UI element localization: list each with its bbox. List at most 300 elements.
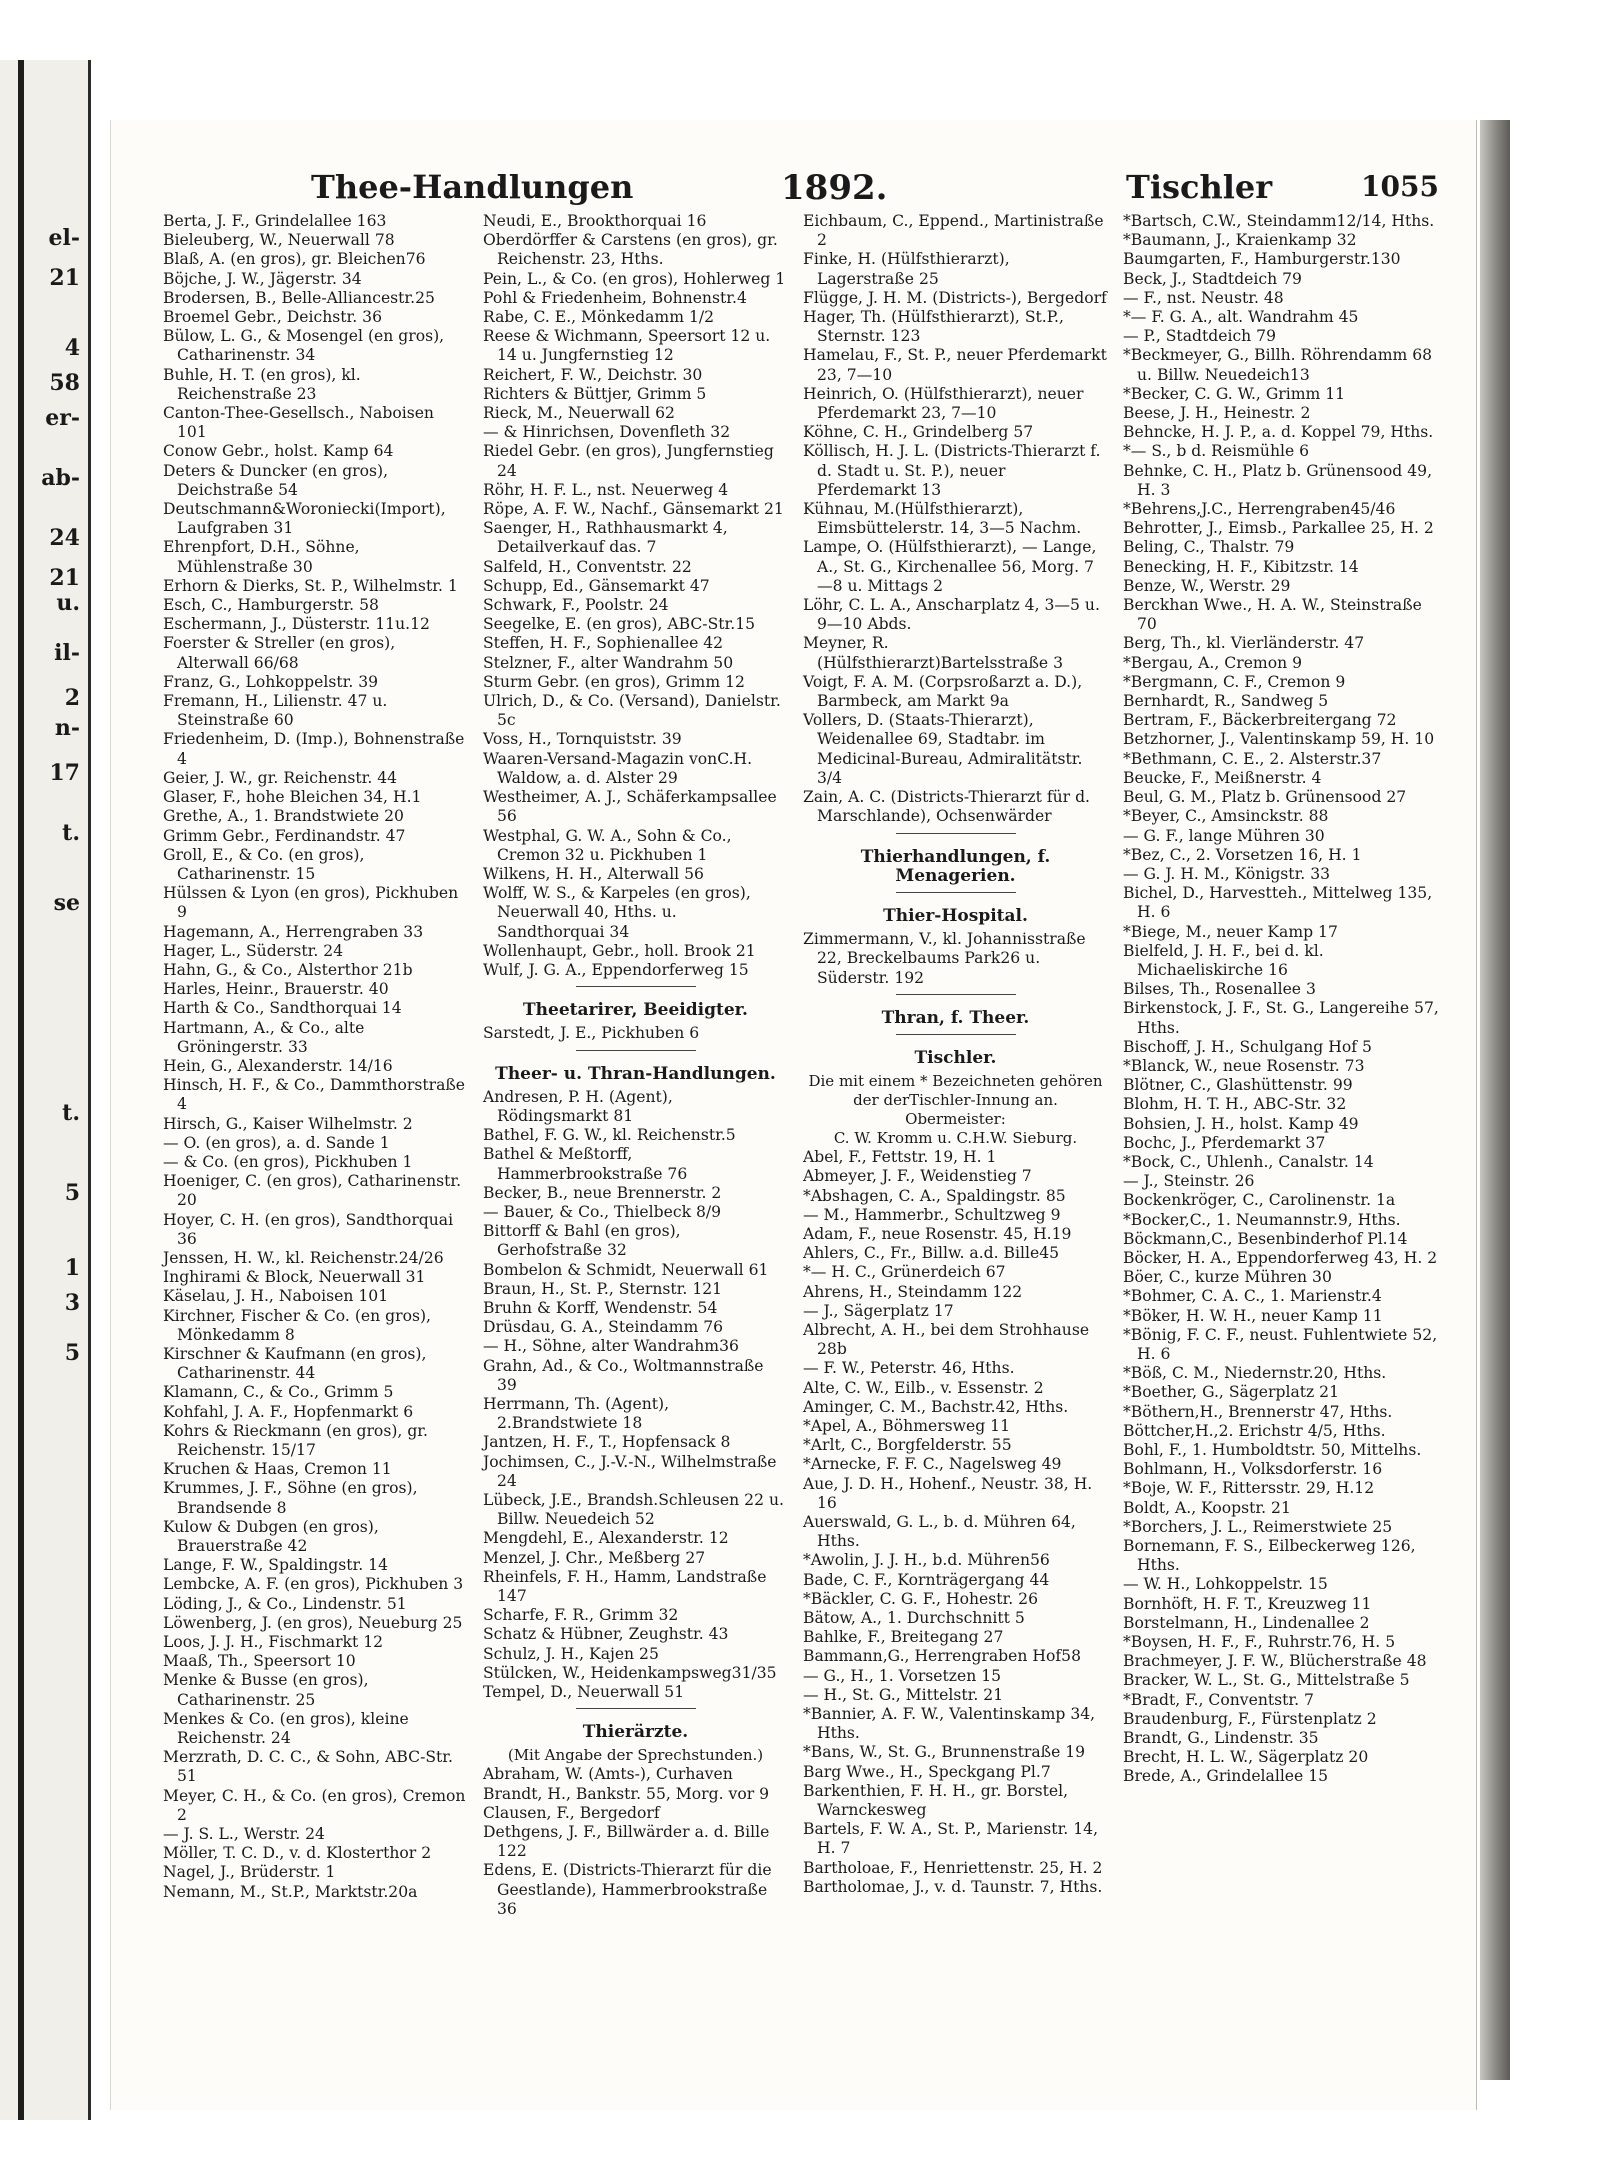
directory-entry: Salfeld, H., Conventstr. 22 [483, 557, 692, 576]
directory-entry: *Borchers, J. L., Reimerstwiete 25 [1123, 1517, 1393, 1536]
directory-entry: *Bönig, F. C. F., neust. Fuhlentwiete 52, H. 6 [1123, 1325, 1438, 1363]
previous-page-fragment: n- [54, 715, 80, 741]
section-note-thieraerzte: (Mit Angabe der Sprechstunden.) [507, 1746, 764, 1765]
directory-entry: Berta, J. F., Grindelallee 163 [163, 212, 387, 230]
entry-list-thieraerzte [483, 1765, 788, 1919]
directory-entry: Hahn, G., & Co., Alsterthor 21b [163, 960, 413, 979]
directory-entry: Bartels, F. W. A., St. P., Marienstr. 14, H. 7 [803, 1820, 1099, 1858]
directory-entry: Krummes, J. F., Söhne (en gros), Brandsende 8 [163, 1479, 418, 1517]
directory-entry: Brachmeyer, J. F. W., Blücherstraße 48 [1123, 1652, 1427, 1671]
directory-entry: Herrmann, Th. (Agent), 2.Brandstwiete 18 [483, 1394, 670, 1433]
directory-entry: Inghirami & Block, Neuerwall 31 [163, 1268, 426, 1287]
directory-entry: Bittorff & Bahl (en gros), Gerhofstraße 32 [483, 1222, 681, 1260]
directory-entry: Westheimer, A. J., Schäferkampsallee 56 [483, 788, 777, 826]
directory-entry: Abel, F., Fettstr. 19, H. 1 [803, 1148, 997, 1167]
directory-entry: Seegelke, E. (en gros), ABC-Str.15 [483, 615, 756, 634]
directory-entry: *Baumann, J., Kraienkamp 32 [1123, 231, 1357, 250]
directory-entry: — W. H., Lohkoppelstr. 15 [1123, 1575, 1328, 1594]
directory-entry: Barkenthien, F. H. H., gr. Borstel, Warnckesweg [803, 1781, 1069, 1820]
previous-page-fragment: u. [56, 590, 80, 616]
directory-entry: Bochc, J., Pferdemarkt 37 [1123, 1133, 1326, 1152]
directory-entry: Bade, C. F., Kornträgergang 44 [803, 1570, 1050, 1589]
directory-entry: Kulow & Dubgen (en gros), Brauerstraße 42 [163, 1517, 379, 1556]
directory-entry: Nemann, M., St.P., Marktstr.20a [163, 1882, 418, 1901]
directory-entry: Brandt, H., Bankstr. 55, Morg. vor 9 [483, 1784, 770, 1803]
directory-entry: Alte, C. W., Eilb., v. Essenstr. 2 [803, 1378, 1044, 1397]
directory-entry: *Böker, H. W. H., neuer Kamp 11 [1123, 1306, 1383, 1325]
previous-page-fragment: 58 [49, 370, 80, 396]
previous-page-fragment: 5 [64, 1340, 80, 1366]
directory-entry: Hoeniger, C. (en gros), Catharinenstr. 20 [163, 1172, 462, 1210]
previous-page-edge [0, 60, 91, 2120]
directory-entry: Stülcken, W., Heidenkampsweg31/35 [483, 1663, 777, 1682]
directory-entry: Wilkens, H. H., Alterwall 56 [483, 864, 704, 883]
directory-entry: Hein, G., Alexanderstr. 14/16 [163, 1056, 393, 1075]
directory-entry: Saenger, H., Rathhausmarkt 4, Detailverkauf das. 7 [483, 519, 728, 557]
directory-entry: Böjche, J. W., Jägerstr. 34 [163, 269, 362, 288]
directory-entry: *Abshagen, C. A., Spaldingstr. 85 [803, 1186, 1066, 1205]
previous-page-fragment: el- [48, 225, 80, 251]
directory-entry: Rabe, C. E., Mönkedamm 1/2 [483, 308, 715, 327]
directory-entry: Fremann, H., Lilienstr. 47 u. Steinstraße 60 [163, 692, 388, 730]
directory-entry: Becker, B., neue Brennerstr. 2 [483, 1183, 722, 1202]
directory-entry: Behrotter, J., Eimsb., Parkallee 25, H. 2 [1123, 519, 1434, 538]
directory-entry: *Bartsch, C.W., Steindamm12/14, Hths. [1123, 212, 1435, 230]
entry-list-thier-hospital [803, 930, 1108, 988]
directory-entry: Erhorn & Dierks, St. P., Wilhelmstr. 1 [163, 576, 458, 595]
directory-entry: Baumgarten, F., Hamburgerstr.130 [1123, 250, 1401, 269]
directory-entry: Brodersen, B., Belle-Alliancestr.25 [163, 288, 435, 307]
column-3 [803, 212, 1108, 1897]
directory-entry: Blohm, H. T. H., ABC-Str. 32 [1123, 1095, 1347, 1114]
directory-entry: Pohl & Friedenheim, Bohnenstr.4 [483, 288, 747, 307]
directory-entry: Bartholoae, F., Henriettenstr. 25, H. 2 [803, 1858, 1103, 1877]
section-title-thran-ref: Thran, f. Theer. [881, 1007, 1030, 1028]
directory-entry: Kohrs & Rieckmann (en gros), gr. Reichenstr. 15/17 [163, 1421, 428, 1459]
directory-entry: Schwark, F., Poolstr. 24 [483, 596, 669, 615]
directory-entry: Bohlmann, H., Volksdorferstr. 16 [1123, 1460, 1383, 1479]
directory-entry: Kruchen & Haas, Cremon 11 [163, 1460, 392, 1479]
directory-entry: Bartholomae, J., v. d. Taunstr. 7, Hths. [803, 1877, 1103, 1896]
directory-entry: Beul, G. M., Platz b. Grünensood 27 [1123, 788, 1407, 807]
directory-entry: Rheinfels, F. H., Hamm, Landstraße 147 [483, 1567, 767, 1606]
section-note-tischler: Die mit einem * Bezeichneten gehören der derTischler-Innung an. Obermeister: [808, 1072, 1103, 1129]
section-rule [896, 833, 1016, 834]
previous-page-fragment: 21 [49, 265, 80, 291]
directory-entry: Albrecht, A. H., bei dem Strohhause 28b [803, 1320, 1090, 1359]
directory-entry: Schupp, Ed., Gänsemarkt 47 [483, 576, 710, 595]
directory-entry: Bammann,G., Herrengraben Hof58 [803, 1647, 1081, 1666]
directory-entry: — O. (en gros), a. d. Sande 1 [163, 1133, 390, 1152]
directory-entry: Blaß, A. (en gros), gr. Bleichen76 [163, 250, 426, 269]
directory-entry: Waaren-Versand-Magazin vonC.H. Waldow, a. d. Alster 29 [483, 749, 753, 787]
directory-entry: Benze, W., Werstr. 29 [1123, 576, 1291, 595]
directory-entry: Bockenkröger, C., Carolinenstr. 1a [1123, 1191, 1396, 1210]
directory-entry: Finke, H. (Hülfsthierarzt), Lagerstraße 25 [803, 250, 1010, 288]
column-1 [163, 212, 468, 1902]
directory-entry: *Bergau, A., Cremon 9 [1123, 653, 1303, 672]
entry-list-thee-handlungen-cont [483, 212, 788, 980]
section-title-thier-hospital: Thier-Hospital. [883, 905, 1028, 926]
directory-entry: Richters & Büttjer, Grimm 5 [483, 384, 707, 403]
directory-entry: *Behrens,J.C., Herrengraben45/46 [1123, 500, 1396, 519]
directory-entry: Grahn, Ad., & Co., Woltmannstraße 39 [483, 1356, 764, 1394]
directory-entry: Edens, E. (Districts-Thierarzt für die Geestlande), Hammerbrookstraße 36 [483, 1861, 772, 1918]
directory-entry: Scharfe, F. R., Grimm 32 [483, 1606, 679, 1625]
directory-entry: Benecking, H. F., Kibitzstr. 14 [1123, 557, 1359, 576]
directory-entry: Hoyer, C. H. (en gros), Sandthorquai 36 [163, 1210, 454, 1248]
directory-entry: *Boether, G., Sägerplatz 21 [1123, 1383, 1340, 1402]
directory-entry: Ehrenpfort, D.H., Söhne, Mühlenstraße 30 [163, 538, 360, 576]
directory-entry: *Bannier, A. F. W., Valentinskamp 34, Hths. [803, 1705, 1096, 1743]
directory-entry: Rieck, M., Neuerwall 62 [483, 404, 675, 423]
directory-entry: — G. J. H. M., Königstr. 33 [1123, 864, 1331, 883]
column-2 [483, 212, 788, 1919]
directory-page [110, 120, 1477, 2110]
directory-entry: Löding, J., & Co., Lindenstr. 51 [163, 1594, 407, 1613]
previous-page-fragment: t. [62, 820, 80, 846]
directory-entry: Barg Wwe., H., Speckgang Pl.7 [803, 1762, 1051, 1781]
directory-entry: Pein, L., & Co. (en gros), Hohlerweg 1 [483, 269, 786, 288]
directory-entry: Berckhan Wwe., H. A. W., Steinstraße 70 [1123, 596, 1422, 634]
directory-entry: Beucke, F., Meißnerstr. 4 [1123, 768, 1322, 787]
previous-page-fragment: 2 [64, 685, 80, 711]
directory-entry: Menkes & Co. (en gros), kleine Reichenstr. 24 [163, 1709, 409, 1748]
directory-entry: Löwenberg, J. (en gros), Neueburg 25 [163, 1613, 463, 1632]
directory-entry: Käselau, J. H., Naboisen 101 [163, 1287, 389, 1306]
directory-entry: Bielfeld, J. H. F., bei d. kl. Michaeliskirche 16 [1123, 941, 1324, 979]
directory-entry: Abmeyer, J. F., Weidenstieg 7 [803, 1167, 1032, 1186]
directory-entry: Drüsdau, G. A., Steindamm 76 [483, 1318, 724, 1337]
previous-page-fragment: er- [45, 405, 80, 431]
directory-entry: Bornemann, F. S., Eilbeckerweg 126, Hths. [1123, 1537, 1416, 1575]
directory-entry: Sturm Gebr. (en gros), Grimm 12 [483, 672, 745, 691]
directory-entry: *Beckmeyer, G., Billh. Röhrendamm 68 u. Billw. Neuedeich13 [1123, 346, 1433, 384]
directory-entry: *Bergmann, C. F., Cremon 9 [1123, 672, 1346, 691]
directory-entry: Jantzen, H. F., T., Hopfensack 8 [483, 1433, 731, 1452]
directory-entry: Hülssen & Lyon (en gros), Pickhuben 9 [163, 884, 459, 922]
directory-entry: Böcker, H. A., Eppendorferweg 43, H. 2 [1123, 1248, 1438, 1267]
directory-entry: *— F. G. A., alt. Wandrahm 45 [1123, 308, 1359, 327]
directory-entry: *Bethmann, C. E., 2. Alsterstr.37 [1123, 749, 1382, 768]
directory-entry: Bernhardt, R., Sandweg 5 [1123, 692, 1329, 711]
directory-entry: — H., St. G., Mittelstr. 21 [803, 1685, 1004, 1704]
directory-entry: Bätow, A., 1. Durchschnitt 5 [803, 1609, 1025, 1627]
section-rule [896, 892, 1016, 893]
directory-entry: Zain, A. C. (Districts-Thierarzt für d. Marschlande), Ochsenwärder [803, 788, 1091, 826]
directory-entry: Schulz, J. H., Kajen 25 [483, 1644, 659, 1663]
directory-entry: Mengdehl, E., Alexanderstr. 12 [483, 1529, 729, 1548]
directory-entry: Clausen, F., Bergedorf [483, 1803, 660, 1822]
directory-entry: *Arlt, C., Borgfelderstr. 55 [803, 1436, 1012, 1455]
previous-page-fragment: 24 [49, 525, 80, 551]
directory-entry: Neudi, E., Brookthorquai 16 [483, 212, 707, 230]
previous-page-fragment: t. [62, 1100, 80, 1126]
directory-entry: Beling, C., Thalstr. 79 [1123, 538, 1295, 557]
previous-page-fragment: 1 [64, 1255, 80, 1281]
year: 1892. [781, 168, 888, 208]
directory-entry: Conow Gebr., holst. Kamp 64 [163, 442, 394, 461]
directory-entry: Lange, F. W., Spaldingstr. 14 [163, 1556, 389, 1575]
previous-page-fragment: 21 [49, 565, 80, 591]
directory-entry: Jochimsen, C., J.-V.-N., Wilhelmstraße 24 [483, 1452, 777, 1490]
book-right-edge [1480, 120, 1510, 2080]
directory-entry: Bruhn & Korff, Wendenstr. 54 [483, 1298, 718, 1317]
directory-entry: Hirsch, G., Kaiser Wilhelmstr. 2 [163, 1114, 413, 1133]
directory-entry: Bahlke, F., Breitegang 27 [803, 1628, 1004, 1647]
directory-entry: *Bäckler, C. G. F., Hohestr. 26 [803, 1589, 1038, 1608]
directory-entry: *Blanck, W., neue Rosenstr. 73 [1123, 1056, 1365, 1075]
directory-entry: Bischoff, J. H., Schulgang Hof 5 [1123, 1037, 1372, 1056]
directory-entry: Jenssen, H. W., kl. Reichenstr.24/26 [163, 1248, 444, 1267]
directory-entry: Kirschner & Kaufmann (en gros), Catharinenstr. 44 [163, 1344, 427, 1383]
directory-entry: Bieleuberg, W., Neuerwall 78 [163, 231, 395, 250]
directory-entry: — H., Söhne, alter Wandrahm36 [483, 1337, 739, 1356]
directory-entry: Westphal, G. W. A., Sohn & Co., Cremon 32 u. Pickhuben 1 [483, 826, 732, 864]
directory-entry: Möller, T. C. D., v. d. Klosterthor 2 [163, 1844, 432, 1863]
directory-entry: Adam, F., neue Rosenstr. 45, H.19 [803, 1224, 1072, 1243]
section-rule [576, 1050, 696, 1051]
directory-entry: Flügge, J. H. M. (Districts-), Bergedorf [803, 288, 1107, 307]
directory-entry: Oberdörffer & Carstens (en gros), gr. Reichenstr. 23, Hths. [483, 231, 778, 269]
directory-entry: Borstelmann, H., Lindenallee 2 [1123, 1613, 1370, 1632]
directory-entry: Vollers, D. (Staats-Thierarzt), Weidenallee 69, Stadtabr. im Medicinal-Bureau, Admiralitätstr. 3/4 [803, 711, 1083, 787]
directory-entry: — & Hinrichsen, Dovenfleth 32 [483, 423, 731, 442]
directory-entry: Lampe, O. (Hülfsthierarzt), — Lange, A., St. G., Kirchenallee 56, Morg. 7—8 u. Mittags 2 [803, 538, 1097, 595]
directory-entry: Glaser, F., hohe Bleichen 34, H.1 [163, 788, 422, 807]
directory-entry: Meyner, R.(Hülfsthierarzt)Bartelsstraße 3 [803, 634, 1064, 672]
directory-entry: Beck, J., Stadtdeich 79 [1123, 269, 1302, 288]
directory-entry: Bohsien, J. H., holst. Kamp 49 [1123, 1114, 1359, 1133]
directory-entry: Ulrich, D., & Co. (Versand), Danielstr. 5c [483, 692, 781, 730]
directory-entry: Braudenburg, F., Fürstenplatz 2 [1123, 1709, 1377, 1728]
previous-page-fragment: 17 [49, 760, 80, 786]
directory-entry: Köhne, C. H., Grindelberg 57 [803, 423, 1034, 442]
directory-entry: Hager, Th. (Hülfsthierarzt), St.P., Sternstr. 123 [803, 308, 1064, 346]
directory-entry: Buhle, H. T. (en gros), kl. Reichenstraße 23 [163, 365, 361, 403]
directory-entry: *Becker, C. G. W., Grimm 11 [1123, 384, 1346, 403]
directory-entry: Abraham, W. (Amts-), Curhaven [483, 1765, 733, 1784]
entry-list-thieraerzte-cont [803, 212, 1108, 827]
directory-entry: Bathel, F. G. W., kl. Reichenstr.5 [483, 1126, 736, 1145]
directory-entry: Birkenstock, J. F., St. G., Langereihe 57, Hths. [1123, 999, 1439, 1037]
directory-entry: Röhr, H. F. L., nst. Neuerweg 4 [483, 480, 729, 499]
directory-entry: Reese & Wichmann, Speersort 12 u. 14 u. Jungfernstieg 12 [483, 327, 771, 365]
directory-entry: *Bans, W., St. G., Brunnenstraße 19 [803, 1743, 1086, 1762]
section-rule [576, 1708, 696, 1709]
directory-entry: *Beyer, C., Amsinckstr. 88 [1123, 807, 1329, 826]
directory-entry: Menzel, J. Chr., Meßberg 27 [483, 1548, 706, 1567]
running-header [161, 168, 1451, 208]
section-title-theetarirer: Theetarirer, Beeidigter. [523, 1000, 748, 1021]
directory-entry: Deutschmann&Woroniecki(Import), Laufgraben 31 [163, 500, 446, 538]
directory-entry: — G. F., lange Mühren 30 [1123, 826, 1325, 845]
directory-entry: Voss, H., Tornquiststr. 39 [483, 730, 682, 749]
directory-entry: *Boje, W. F., Rittersstr. 29, H.12 [1123, 1479, 1375, 1498]
directory-entry: — P., Stadtdeich 79 [1123, 327, 1277, 346]
directory-entry: *— H. C., Grünerdeich 67 [803, 1263, 1006, 1282]
directory-entry: Loos, J. J. H., Fischmarkt 12 [163, 1633, 384, 1652]
directory-entry: Bertram, F., Bäckerbreitergang 72 [1123, 711, 1397, 730]
directory-entry: Maaß, Th., Speersort 10 [163, 1652, 356, 1671]
running-head-right: Tischler [1126, 168, 1273, 206]
section-title-tischler: Tischler. [914, 1047, 997, 1068]
previous-page-fragment: 5 [64, 1180, 80, 1206]
directory-entry: *Böthern,H., Brennerstr 47, Hths. [1123, 1402, 1393, 1421]
directory-entry: Andresen, P. H. (Agent), Rödingsmarkt 81 [483, 1087, 673, 1125]
directory-entry: Hartmann, A., & Co., alte Gröningerstr. 33 [163, 1018, 365, 1056]
directory-entry: Deters & Duncker (en gros), Deichstraße 54 [163, 461, 389, 499]
previous-page-fragment: 4 [64, 335, 80, 361]
directory-entry: Köllisch, H. J. L. (Districts-Thierarzt f. d. Stadt u. St. P.), neuer Pferdemarkt 13 [803, 442, 1101, 499]
directory-entry: Böttcher,H.,2. Erichstr 4/5, Hths. [1123, 1421, 1386, 1440]
previous-page-fragment: 3 [64, 1290, 80, 1316]
directory-entry: — F. W., Peterstr. 46, Hths. [803, 1359, 1015, 1378]
entry-list-tischler [803, 1148, 1108, 1897]
directory-entry: Behncke, H. J. P., a. d. Koppel 79, Hths. [1123, 423, 1434, 442]
directory-entry: Hager, L., Süderstr. 24 [163, 941, 344, 960]
directory-entry: Aminger, C. M., Bachstr.42, Hths. [803, 1397, 1069, 1416]
directory-entry: Heinrich, O. (Hülfsthierarzt), neuer Pferdemarkt 23, 7—10 [803, 384, 1084, 423]
directory-entry: Eschermann, J., Düsterstr. 11u.12 [163, 615, 430, 634]
directory-entry: *Böß, C. M., Niedernstr.20, Hths. [1123, 1364, 1387, 1383]
directory-entry: Berg, Th., kl. Vierländerstr. 47 [1123, 634, 1365, 653]
directory-entry: Foerster & Streller (en gros), Alterwall 66/68 [163, 634, 396, 672]
entry-list-tischler-cont [1123, 212, 1443, 1787]
page-number: 1055 [1361, 170, 1439, 203]
book-spine [18, 60, 24, 2120]
section-note-obermeister: C. W. Kromm u. C.H.W. Sieburg. [833, 1129, 1078, 1148]
directory-entry: *Awolin, J. J. H., b.d. Mühren56 [803, 1551, 1050, 1570]
directory-entry: Beese, J. H., Heinestr. 2 [1123, 404, 1311, 423]
directory-entry: Zimmermann, V., kl. Johannisstraße 22, Breckelbaums Park26 u. Süderstr. 192 [803, 930, 1086, 987]
directory-entry: Röpe, A. F. W., Nachf., Gänsemarkt 21 [483, 500, 784, 519]
directory-entry: Friedenheim, D. (Imp.), Bohnenstraße 4 [163, 730, 465, 768]
directory-entry: *Arnecke, F. F. C., Nagelsweg 49 [803, 1455, 1062, 1474]
directory-entry: Meyer, C. H., & Co. (en gros), Cremon 2 [163, 1786, 466, 1824]
directory-entry: Hinsch, H. F., & Co., Dammthorstraße 4 [163, 1076, 466, 1114]
previous-page-fragment: ab- [41, 465, 80, 491]
directory-entry: Franz, G., Lohkoppelstr. 39 [163, 672, 379, 691]
directory-entry: Betzhorner, J., Valentinskamp 59, H. 10 [1123, 730, 1435, 749]
directory-entry: Bracker, W. L., St. G., Mittelstraße 5 [1123, 1671, 1410, 1690]
directory-entry: Bilses, Th., Rosenallee 3 [1123, 980, 1316, 999]
directory-entry: Sarstedt, J. E., Pickhuben 6 [483, 1024, 700, 1043]
directory-entry: Menke & Busse (en gros), Catharinenstr. 25 [163, 1671, 369, 1709]
entry-list-theer-thran [483, 1088, 788, 1703]
directory-entry: Ahrens, H., Steindamm 122 [803, 1282, 1023, 1301]
directory-entry: *Bez, C., 2. Vorsetzen 16, H. 1 [1123, 845, 1362, 864]
directory-entry: — Bauer, & Co., Thielbeck 8/9 [483, 1202, 722, 1221]
directory-entry: Böer, C., kurze Mühren 30 [1123, 1268, 1332, 1287]
directory-entry: *Bohmer, C. A. C., 1. Marienstr.4 [1123, 1287, 1382, 1306]
directory-entry: Hamelau, F., St. P., neuer Pferdemarkt 23, 7—10 [803, 346, 1107, 384]
directory-entry: Braun, H., St. P., Sternstr. 121 [483, 1279, 723, 1298]
directory-entry: Kühnau, M.(Hülfsthierarzt), Eimsbüttelerstr. 14, 3—5 Nachm. [803, 500, 1082, 538]
running-head-left: Thee-Handlungen [311, 168, 634, 206]
section-title-thierhandlungen: Thierhandlungen, f. Menagerien. [860, 846, 1051, 886]
entry-list-thee-handlungen [163, 212, 468, 1902]
directory-entry: Tempel, D., Neuerwall 51 [483, 1683, 685, 1702]
directory-entry: Löhr, C. L. A., Anscharplatz 4, 3—5 u. 9—10 Abds. [803, 596, 1100, 634]
directory-entry: Auerswald, G. L., b. d. Mühren 64, Hths. [803, 1512, 1076, 1551]
section-rule [896, 994, 1016, 995]
directory-entry: Bohl, F., 1. Humboldtstr. 50, Mittelhs. [1123, 1441, 1422, 1459]
directory-entry: Aue, J. D. H., Hohenf., Neustr. 38, H. 16 [803, 1474, 1093, 1512]
directory-entry: Stelzner, F., alter Wandrahm 50 [483, 653, 734, 672]
section-rule [896, 1034, 1016, 1035]
directory-entry: Merzrath, D. C. C., & Sohn, ABC-Str. 51 [163, 1748, 453, 1786]
directory-entry: Blötner, C., Glashüttenstr. 99 [1123, 1076, 1353, 1095]
directory-entry: Harles, Heinr., Brauerstr. 40 [163, 980, 389, 999]
directory-entry: Bathel & Meßtorff, Hammerbrookstraße 76 [483, 1145, 688, 1183]
directory-entry: — J. S. L., Werstr. 24 [163, 1825, 325, 1844]
directory-entry: Esch, C., Hamburgerstr. 58 [163, 596, 379, 615]
entry-list-theetarirer [483, 1024, 788, 1043]
directory-entry: Wolff, W. S., & Karpeles (en gros), Neuerwall 40, Hths. u. Sandthorquai 34 [483, 884, 751, 941]
directory-entry: Boldt, A., Koopstr. 21 [1123, 1498, 1291, 1517]
directory-entry: Ahlers, C., Fr., Billw. a.d. Bille45 [803, 1244, 1060, 1263]
directory-entry: Brandt, G., Lindenstr. 35 [1123, 1729, 1319, 1748]
previous-page-fragment: il- [54, 640, 80, 666]
directory-entry: Kohfahl, J. A. F., Hopfenmarkt 6 [163, 1402, 414, 1421]
directory-entry: Dethgens, J. F., Billwärder a. d. Bille 122 [483, 1823, 770, 1861]
directory-entry: Bichel, D., Harvestteh., Mittelweg 135, H. 6 [1123, 884, 1433, 922]
directory-entry: *Boysen, H. F., F., Ruhrstr.76, H. 5 [1123, 1633, 1396, 1652]
directory-entry: Steffen, H. F., Sophienallee 42 [483, 634, 724, 653]
directory-entry: — M., Hammerbr., Schultzweg 9 [803, 1205, 1061, 1224]
directory-entry: Bülow, L. G., & Mosengel (en gros), Catharinenstr. 34 [163, 327, 445, 365]
directory-entry: — J., Sägerplatz 17 [803, 1301, 954, 1320]
directory-entry: Groll, E., & Co. (en gros), Catharinenstr. 15 [163, 845, 365, 883]
directory-entry: Lembcke, A. F. (en gros), Pickhuben 3 [163, 1575, 464, 1594]
directory-entry: Schatz & Hübner, Zeughstr. 43 [483, 1625, 729, 1644]
directory-entry: Voigt, F. A. M. (Corpsroßarzt a. D.), Barmbeck, am Markt 9a [803, 672, 1083, 711]
directory-entry: *— S., b d. Reismühle 6 [1123, 442, 1310, 461]
directory-entry: Lübeck, J.E., Brandsh.Schleusen 22 u. Billw. Neuedeich 52 [483, 1491, 784, 1529]
directory-entry: *Bocker,C., 1. Neumannstr.9, Hths. [1123, 1210, 1401, 1229]
directory-entry: Brecht, H. L. W., Sägerplatz 20 [1123, 1748, 1369, 1767]
directory-entry: Canton-Thee-Gesellsch., Naboisen 101 [163, 404, 434, 442]
directory-entry: Klamann, C., & Co., Grimm 5 [163, 1383, 394, 1402]
directory-entry: Hagemann, A., Herrengraben 33 [163, 922, 424, 941]
column-4 [1123, 212, 1443, 1787]
directory-entry: Grethe, A., 1. Brandstwiete 20 [163, 807, 404, 826]
directory-entry: Behnke, C. H., Platz b. Grünensood 49, H. 3 [1123, 461, 1433, 499]
directory-entry: Wulf, J. G. A., Eppendorferweg 15 [483, 960, 749, 979]
directory-entry: — & Co. (en gros), Pickhuben 1 [163, 1152, 413, 1171]
directory-entry: Bornhöft, H. F. T., Kreuzweg 11 [1123, 1594, 1372, 1613]
directory-entry: Grimm Gebr., Ferdinandstr. 47 [163, 826, 406, 845]
directory-entry: — F., nst. Neustr. 48 [1123, 288, 1284, 307]
directory-entry: — G., H., 1. Vorsetzen 15 [803, 1666, 1002, 1685]
directory-entry: *Bock, C., Uhlenh., Canalstr. 14 [1123, 1152, 1374, 1171]
directory-entry: Reichert, F. W., Deichstr. 30 [483, 365, 703, 384]
directory-entry: *Bradt, F., Conventstr. 7 [1123, 1690, 1314, 1709]
directory-entry: — J., Steinstr. 26 [1123, 1172, 1255, 1191]
directory-entry: *Apel, A., Böhmersweg 11 [803, 1416, 1011, 1435]
directory-entry: Riedel Gebr. (en gros), Jungfernstieg 24 [483, 442, 774, 480]
directory-entry: *Biege, M., neuer Kamp 17 [1123, 922, 1338, 941]
directory-entry: Broemel Gebr., Deichstr. 36 [163, 308, 383, 327]
section-title-thieraerzte: Thierärzte. [582, 1722, 689, 1743]
directory-entry: Geier, J. W., gr. Reichenstr. 44 [163, 768, 398, 787]
directory-entry: Harth & Co., Sandthorquai 14 [163, 999, 402, 1018]
section-title-theer-thran: Theer- u. Thran-Handlungen. [495, 1063, 776, 1084]
directory-entry: Nagel, J., Brüderstr. 1 [163, 1863, 336, 1882]
previous-page-fragment: se [53, 890, 80, 916]
directory-entry: Brede, A., Grindelallee 15 [1123, 1767, 1329, 1786]
